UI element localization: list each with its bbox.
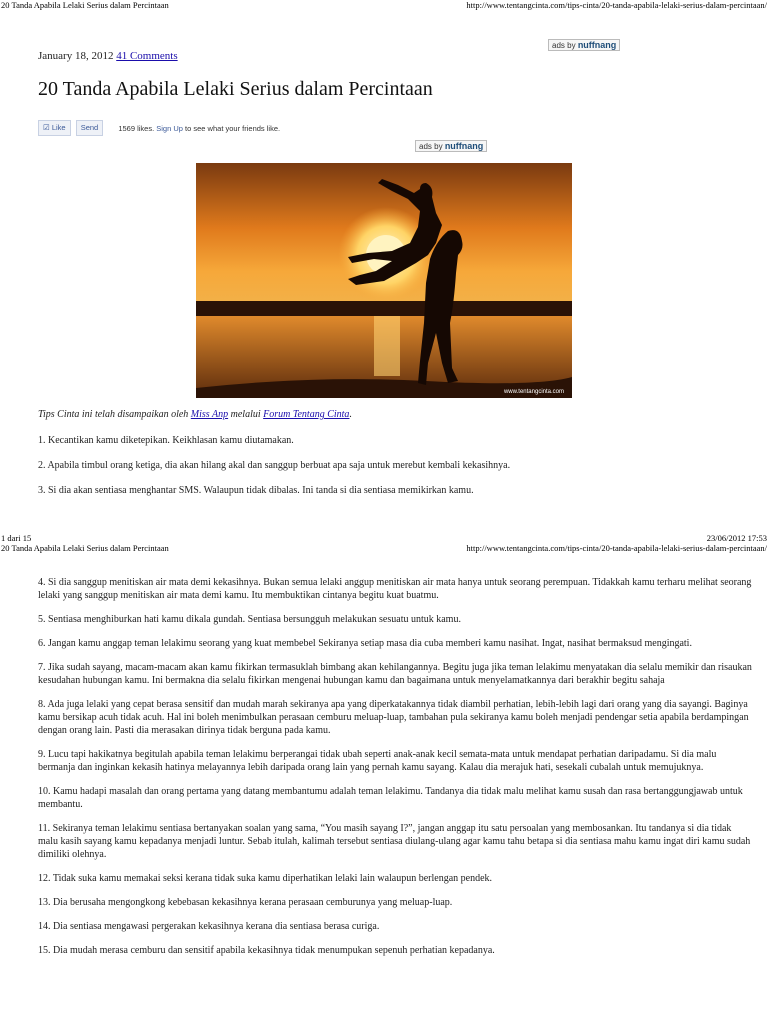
tip-item: 5. Sentiasa menghiburkan hati kamu dikala gundah. Sentiasa bersungguh melakukan sesuatu untuk kamu. [38,614,461,625]
credit-middle: melalui [230,409,261,420]
tip-item: 11. Sekiranya teman lelakimu sentiasa bertanyakan soalan yang sama, “You masih sayang I?”, jangan anggap itu satu persoalan yang membosankan. Itu tandanya si dia tidak malu kasih sayang kamu kepadanya menjadi luntur. Sebab itulah, kalimah tersebut sentiasa diulang-ulang agar kamu tahu betapa si dia sentiasa mahu kamu ingat diri kamu sudah dimiliki olehnya. [38,823,751,860]
ads-brand: nuffnang [444,141,484,151]
tips-credit [38,409,352,420]
tip-item: 1. Kecantikan kamu diketepikan. Keikhlasan kamu diutamakan. [38,435,294,446]
like-count-text [118,124,280,133]
like-label: Like [51,123,66,132]
tip-item: 4. Si dia sanggup menitiskan air mata demi kekasihnya. Bukan semua lelaki anggup menitiskan air mata hanya untuk seorang perempuan. Tidakkah kamu terharu melihat seorang lelaki yang sanggup menitiskan air mata demi kamu. Itu membuktikan cintanya begitu kuat buatmu. [38,577,752,601]
like-button[interactable] [38,120,71,136]
author-link[interactable]: Miss Anp [190,409,229,420]
print-header-url: http://www.tentangcinta.com/tips-cinta/20-tanda-apabila-lelaki-serius-dalam-percintaan/ [466,543,767,553]
facebook-like-widget [38,120,280,136]
tip-item: 15. Dia mudah merasa cemburu dan sensitif apabila kekasihnya tidak menumpukan sepenuh perhatian kepadanya. [38,945,495,956]
tip-item: 9. Lucu tapi hakikatnya begitulah apabila teman lelakimu berperangai tidak ubah seperti anak-anak kecil semata-mata untuk mendapat perhatian daripadamu. Si dia malu bermanja dan inginkan kekasih hatinya melayannya lebih daripada orang lain yang pernah kamu sayang. Kalau dia merajuk hati, sesekali cubalah untuk memujuknya. [38,749,717,773]
like-suffix: to see what your friends like. [185,123,281,133]
tip-item: 13. Dia berusaha mengongkong kebebasan kekasihnya kerana perasaan cemburunya yang meluap-luap. [38,897,453,908]
tips-list-page2 [38,576,753,957]
page-number: 1 dari 15 [1,533,32,543]
ads-prefix: ads by [552,41,576,50]
tip-item: 2. Apabila timbul orang ketiga, dia akan hilang akal dan sanggup berbuat apa saja untuk merebut kembali kekasihnya. [38,460,511,471]
signup-link[interactable]: Sign Up [156,123,183,133]
print-header-url: http://www.tentangcinta.com/tips-cinta/20-tanda-apabila-lelaki-serius-dalam-percintaan/ [466,0,767,10]
ads-prefix: ads by [419,142,443,151]
tips-list-page1 [38,434,753,497]
nuffnang-ad-top[interactable] [548,39,620,51]
comments-link[interactable]: 41 Comments [116,50,178,62]
tip-item: 7. Jika sudah sayang, macam-macam akan kamu fikirkan termasuklah bimbang akan kehilangannya. Begitu juga jika teman lelakimu menyatakan dia selalu memikir dan risaukan kesudahan hubungan kamu. Ini bermakna dia selalu fikirkan mengenai hubungan kamu dan bagaimana untuk menyelamatkannya dari berakhir begitu sahaja [38,662,752,686]
ads-brand: nuffnang [577,40,617,50]
print-timestamp: 23/06/2012 17:53 [706,533,767,543]
post-title: 20 Tanda Apabila Lelaki Serius dalam Percintaan [38,78,433,100]
thumbs-up-icon: ☑ [43,123,50,132]
post-meta [38,50,178,62]
nuffnang-ad-center[interactable] [415,140,487,152]
credit-end: . [349,409,352,420]
tip-item: 12. Tidak suka kamu memakai seksi kerana tidak suka kamu diperhatikan lelaki lain walaupun berlengan pendek. [38,873,493,884]
post-date: January 18, 2012 [38,50,114,62]
like-count: 1569 likes. [118,123,155,133]
sunset-illustration [196,163,572,398]
tip-item: 14. Dia sentiasa mengawasi pergerakan kekasihnya kerana dia sentiasa berasa curiga. [38,921,380,932]
send-button[interactable] [76,120,104,136]
tip-item: 10. Kamu hadapi masalah dan orang pertama yang datang membantumu adalah teman lelakimu. Tandanya dia tidak malu melihat kamu susah dan rasa bertanggungjawab untuk membantu. [38,786,743,810]
tip-item: 6. Jangan kamu anggap teman lelakimu seorang yang kuat membebel Sekiranya setiap masa dia cuba memberi kamu nasihat. Ingat, nasihat bermaksud mengingati. [38,638,692,649]
tip-item: 3. Si dia akan sentiasa menghantar SMS. Walaupun tidak dibalas. Ini tanda si dia sentiasa memikirkan kamu. [38,485,474,496]
couple-sunset-photo [196,163,572,398]
tip-item: 8. Ada juga lelaki yang cepat berasa sensitif dan mudah marah sekiranya apa yang diperkatakannya tidak diambil perhatian, lebih-lebih lagi dari orang yang dia sayangi. Baginya kamu bersikap acuh tidak acuh. Hal ini boleh menimbulkan perasaan cemburu meluap-luap, tambahan pula sekiranya kamu boleh menjadi pendengar setia apabila berdampingan dengan orang lain. Pasti dia merasakan dirinya tidak berguna pada kamu. [38,699,749,736]
send-label: Send [80,123,99,132]
print-header-title: 20 Tanda Apabila Lelaki Serius dalam Percintaan [1,543,169,553]
print-header-title: 20 Tanda Apabila Lelaki Serius dalam Percintaan [1,0,169,10]
credit-prefix: Tips Cinta ini telah disampaikan oleh [38,409,189,420]
forum-link[interactable]: Forum Tentang Cinta [263,409,350,420]
photo-watermark: www.tentangcinta.com [503,389,564,395]
